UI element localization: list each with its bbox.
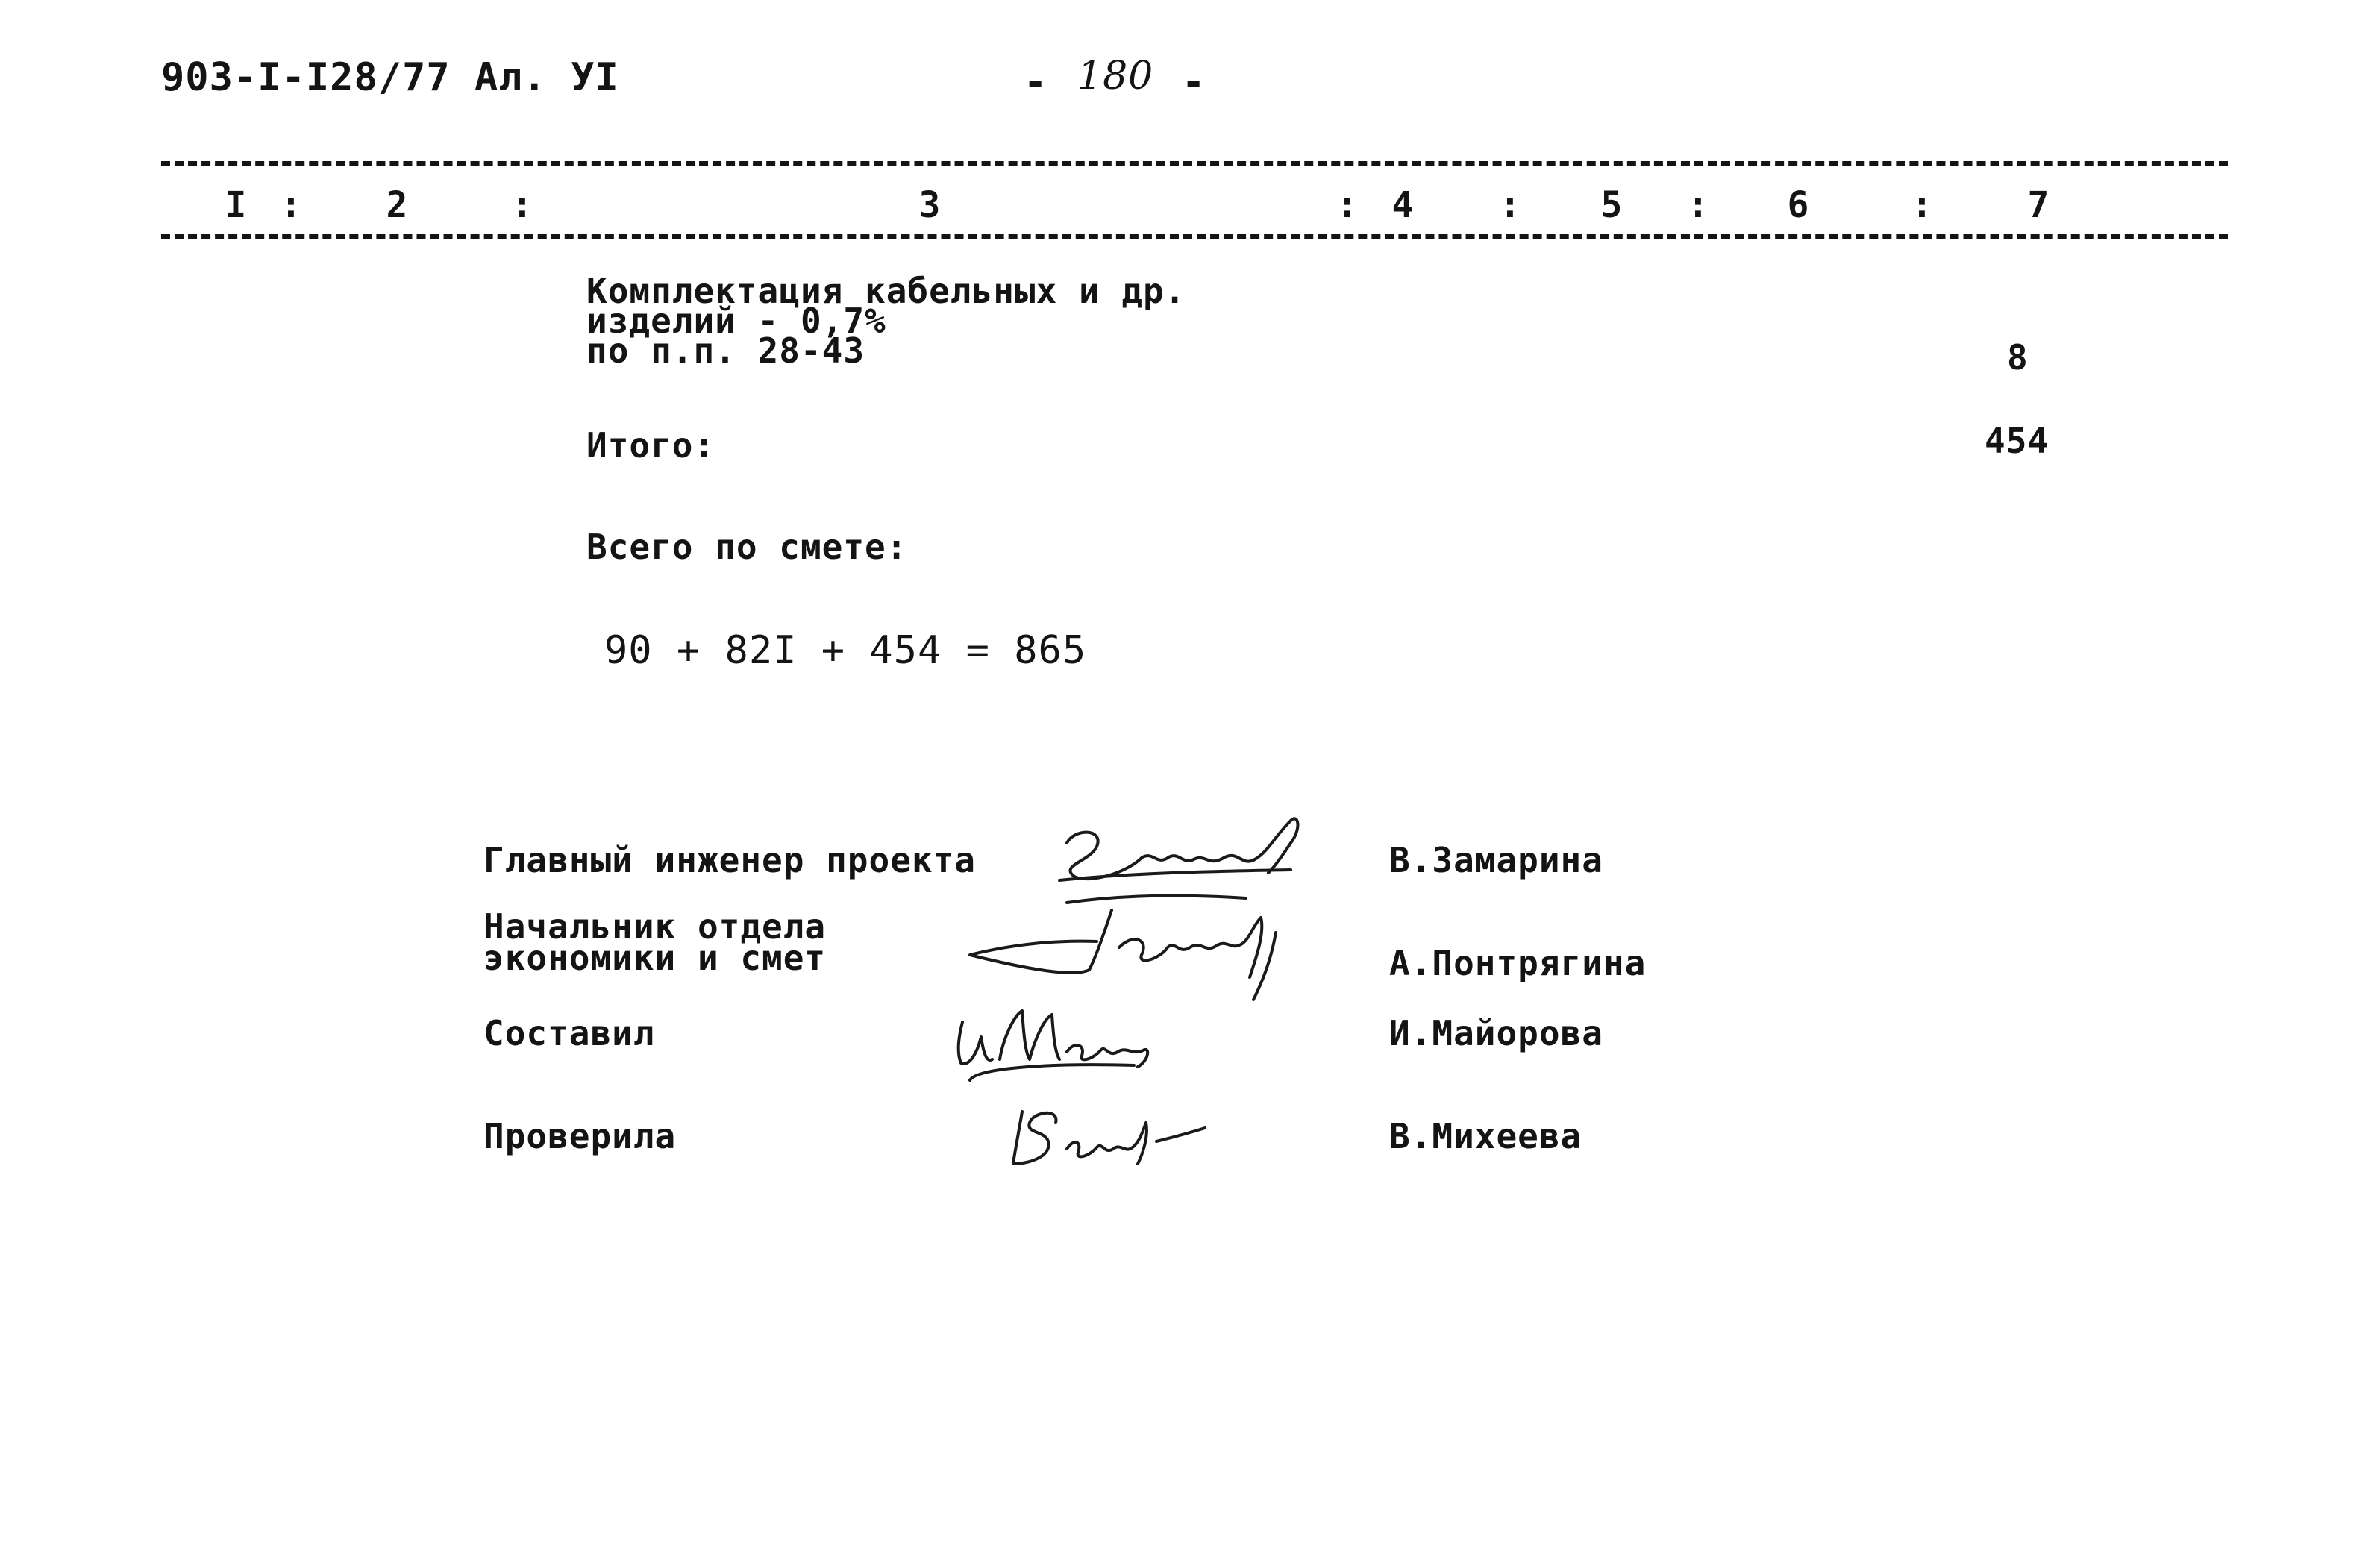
grand-total-label: Всего по смете: <box>586 527 908 567</box>
signatory-position: Начальник отдела <box>483 906 827 947</box>
signature-autograph <box>948 992 1171 1097</box>
row-description-line: Комплектация кабельных и др. <box>586 271 1186 311</box>
signatory-position: Главный инженер проекта <box>483 840 976 880</box>
signatory-name: В.Замарина <box>1389 840 1603 880</box>
page-number: 180 <box>1077 54 1154 98</box>
row-description-line: по п.п. 28-43 <box>586 330 865 371</box>
signatory-name: В.Михеева <box>1389 1116 1582 1156</box>
column-separator: : <box>1499 184 1521 226</box>
signatory-position: Проверила <box>483 1116 677 1156</box>
document-code: 903-I-I28/77 Ал. УI <box>161 55 619 100</box>
signatory-position: Составил <box>483 1013 655 1053</box>
signatory-name: А.Понтрягина <box>1389 943 1647 983</box>
page-number-dash-left: - <box>1024 60 1048 104</box>
column-header-6: 6 <box>1787 184 1809 226</box>
table-top-rule <box>161 161 2228 166</box>
column-header-2: 2 <box>386 184 408 226</box>
column-separator: : <box>1911 184 1933 226</box>
subtotal-value: 454 <box>1985 421 2049 461</box>
column-separator: : <box>1336 184 1359 226</box>
column-header-5: 5 <box>1600 184 1623 226</box>
column-header-3: 3 <box>918 184 941 226</box>
subtotal-label: Итого: <box>586 425 715 466</box>
column-separator: : <box>280 184 302 226</box>
row-col7-value: 8 <box>2007 337 2029 377</box>
column-separator: : <box>511 184 533 226</box>
row-description-line: изделий - 0,7% <box>586 301 886 341</box>
grand-total-formula: 90 + 82I + 454 = 865 <box>604 628 1087 673</box>
column-header-1: I <box>225 184 247 226</box>
signatory-position: экономики и смет <box>483 938 827 978</box>
column-separator: : <box>1687 184 1709 226</box>
signature-autograph <box>955 888 1298 1007</box>
signatory-name: И.Майорова <box>1389 1013 1603 1053</box>
column-header-7: 7 <box>2027 184 2049 226</box>
signature-autograph <box>1045 806 1328 895</box>
signature-autograph <box>1000 1089 1224 1179</box>
table-bottom-rule <box>161 234 2228 239</box>
column-header-4: 4 <box>1391 184 1414 226</box>
page-number-dash-right: - <box>1182 60 1206 104</box>
